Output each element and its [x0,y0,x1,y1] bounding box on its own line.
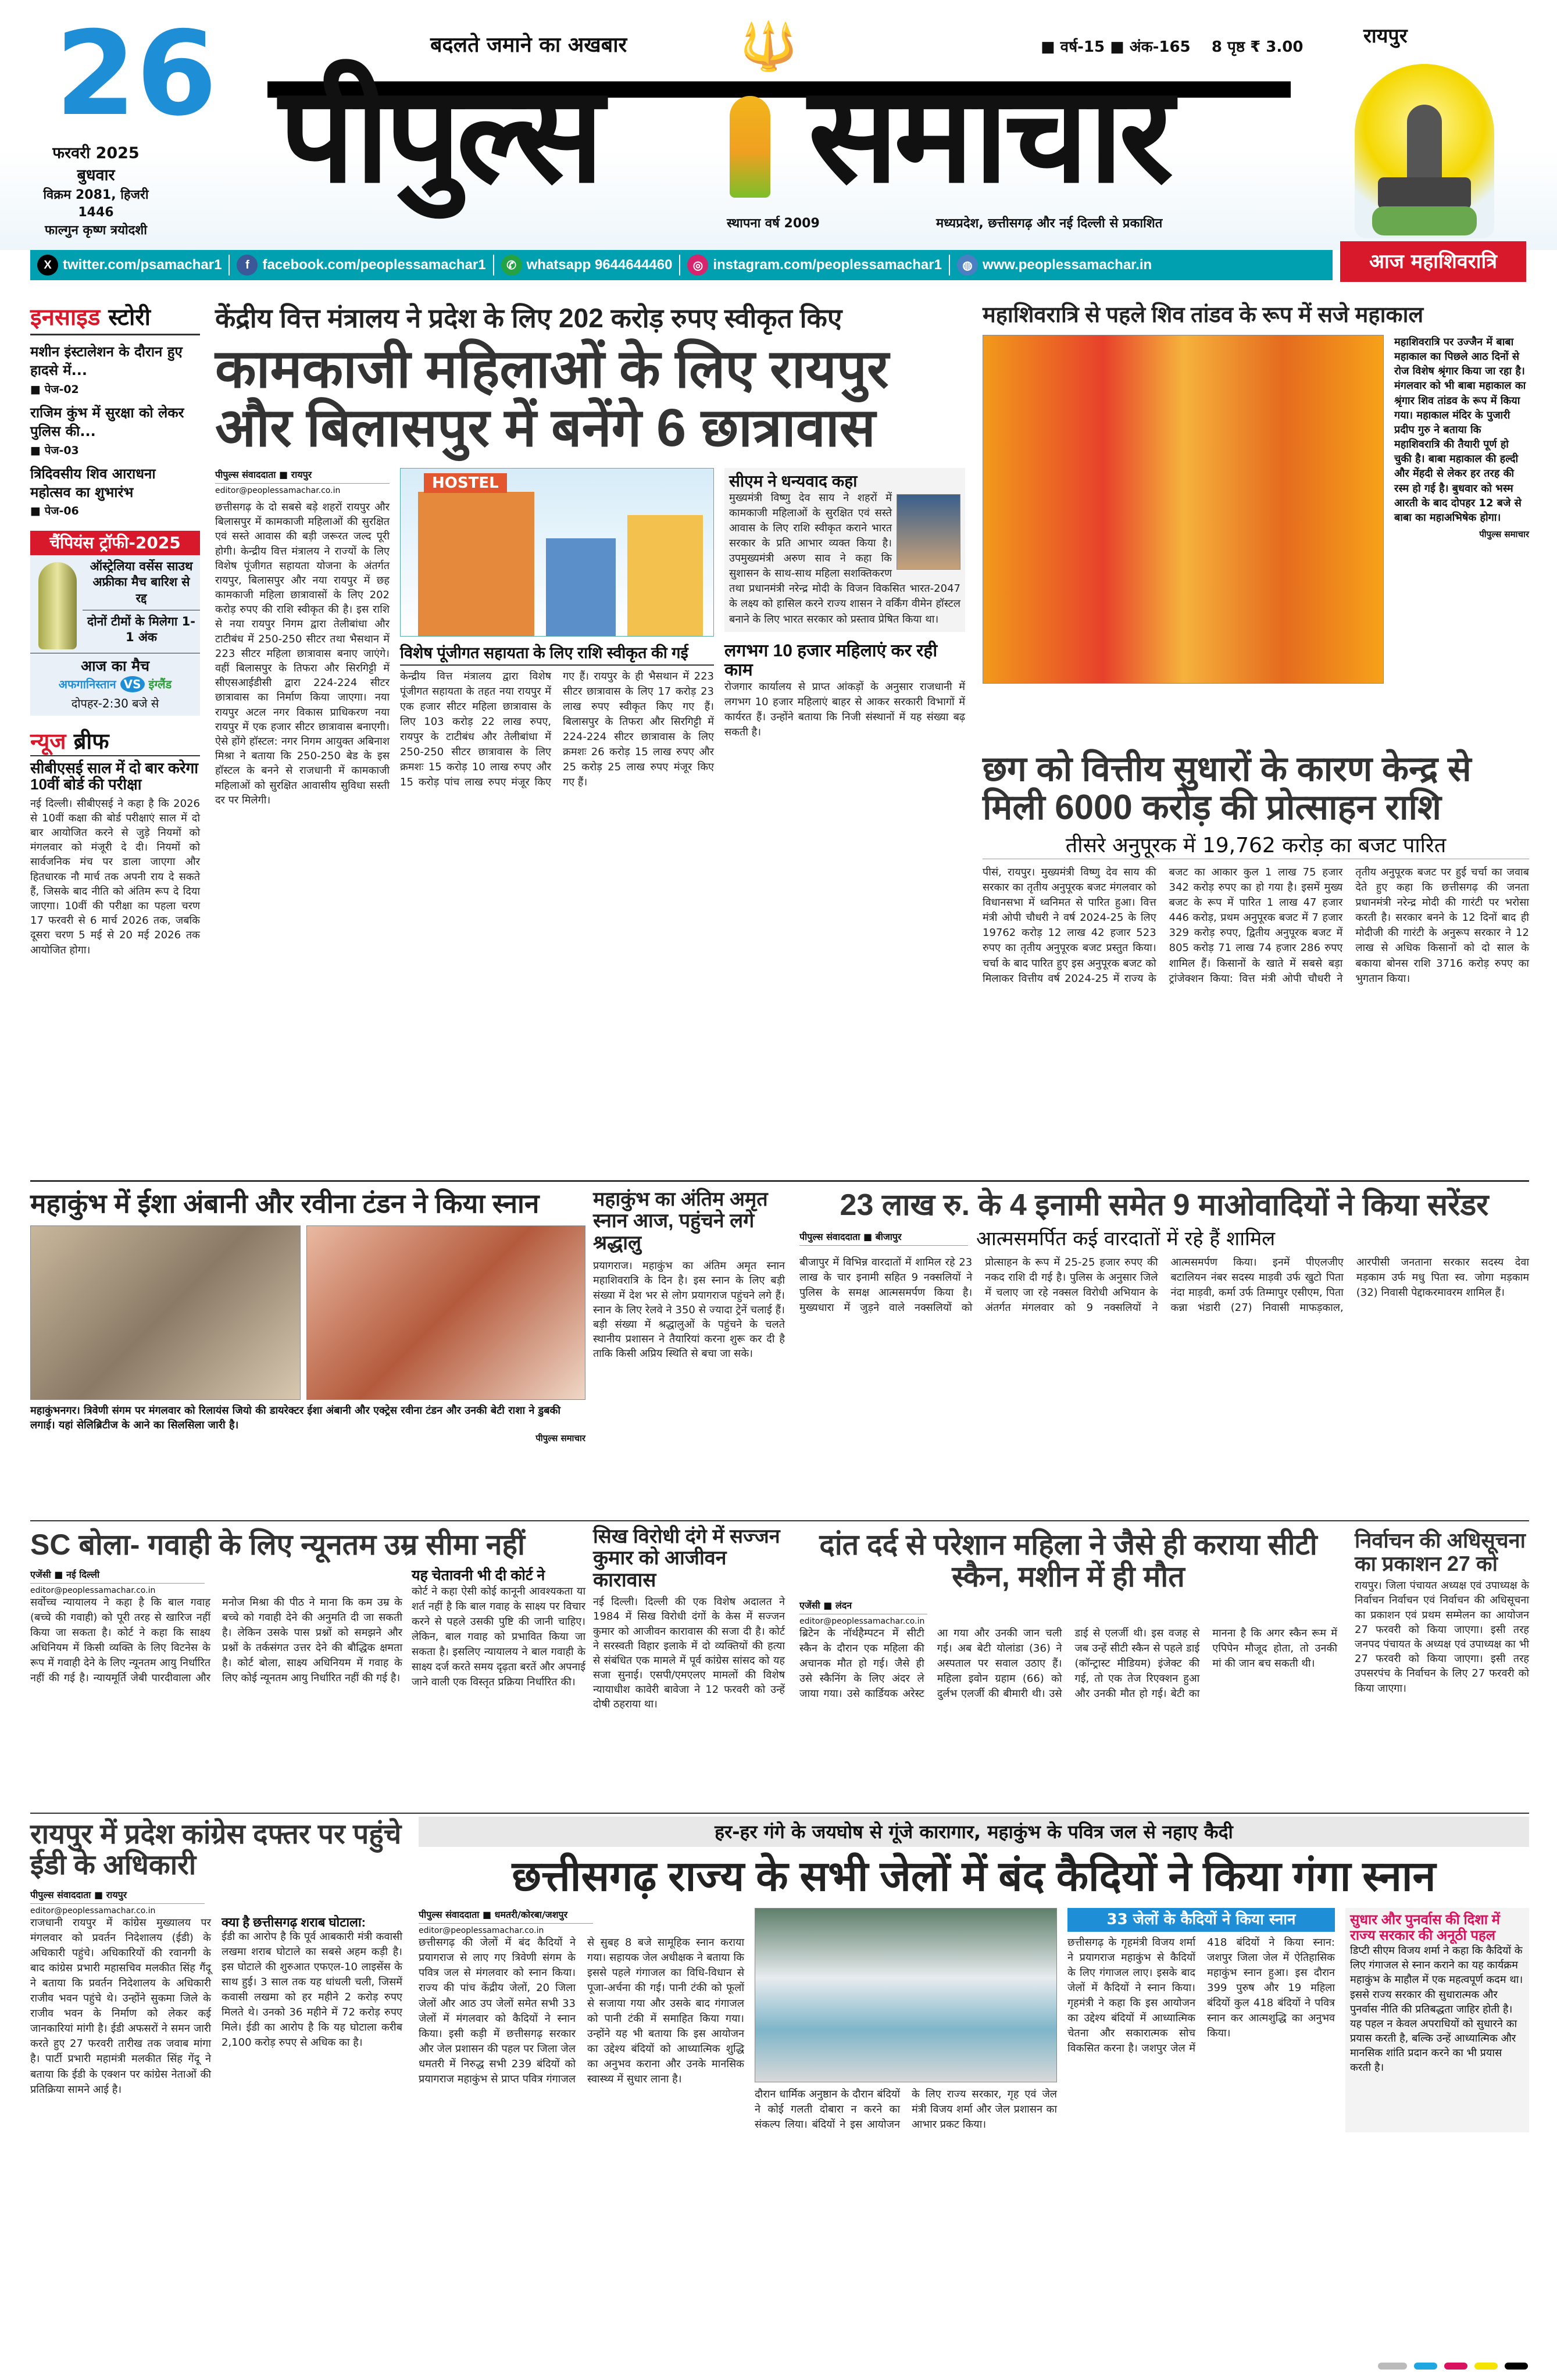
kumbh-final-body: प्रयागराज। महाकुंभ का अंतिम अमृत स्नान महाशिवरात्रि के दिन है। इस स्नान के लिए बड़ी संख्या में देश भर से लोग प्रयागराज पहुंचने लगे हैं। स्नान के लिए रेलवे ने 350 से ज्यादा ट्रेनें चलाई हैं। बड़ी संख्या में श्रद्धालुओं के पहुंचने के चलते स्थानीय प्रशासन ने तैयारियां करना शुरू कर दी है ताकि किसी अप्रिय स्थिति से बचा जा सके। [593,1260,785,1360]
jail-body-continued: दौरान धार्मिक अनुष्ठान के दौरान बंदियों ने कोई गलती दोबारा न करने का संकल्प लिया। बंदियों ने इस आयोजन के लिए राज्य सरकार, गृह एवं जेल मंत्री विजय शर्मा और जेल प्रशासन का आभार प्रकट किया। [755,2088,1057,2131]
naxal-body: बीजापुर में विभिन्न वारदातों में शामिल रहे 23 लाख के चार इनामी सहित 9 नक्सलियों ने पुलिस के समक्ष आत्मसमर्पण किया है। मुख्यधारा में जुड़ने वाले नक्सलियों को प्रोत्साहन के रूप में 25-25 हजार रुपए की नकद राशि दी गई है। पुलिस के अनुसार जिले में चलाए जा रहे नक्सल विरोधी अभियान के अंतर्गत मंगलवार को 9 नक्सलियों ने आत्मसमर्पण किया। इनमें पीएलजीए बटालियन नंबर सदस्य माड़वी उर्फ खुटो पिता नंदा माड़वी, कर्मा उर्फ तिम्मापुर एसीएम, पिता कन्ना भंडारी (27) निवासी माफड़काल, आरपीसी जनताना सरकार सदस्य देवा मड़काम उर्फ मधु पिता स्व. जोगा मड़काम (32) निवासी पेद्दाकरमावरम शामिल हैं। [799,1256,1529,1314]
founded: स्थापना वर्ष 2009 [727,216,820,231]
dental-byline: एजेंसी ■ लंदन [799,1599,927,1614]
lead-byline: पीपुल्स संवाददाता ■ रायपुर [215,468,390,484]
inside-item[interactable]: त्रिदिवसीय शिव आराधना महोत्सव का शुभारंभ ■ पेज-06 [30,465,156,518]
finance-story [983,750,1529,987]
inside-item[interactable]: राजिम कुंभ में सुरक्षा को लेकर पुलिस की... ■ पेज-03 [30,404,184,457]
inside-title-red: इनसाइड [30,304,101,331]
cm-thanks-box [724,468,965,632]
shivling-icon [1355,64,1494,238]
kumbh-celeb-headline: महाकुंभ में ईशा अंबानी और रवीना टंडन ने किया स्नान [30,1188,540,1218]
box-title: विशेष पूंजीगत सहायता के लिए राशि स्वीकृत की गई [400,645,714,666]
reform-body: डिप्टी सीएम विजय शर्मा ने कहा कि कैदियों के लिए गंगाजल से स्नान कराने का यह कार्यक्रम महाकुंभ के माहौल में एक महत्वपूर्ण कदम था। इससे राज्य सरकार की सुधारात्मक और पुनर्वास नीति की प्रतिबद्धता जाहिर होती है। यह पहल न केवल अपराधियों को सुधारने का प्रयास करती है, बल्कि उन्हें आध्यात्मिक और मानसिक शांति प्रदान करने का भी प्रयास करती है। [1350,1944,1523,2074]
sc-headline: SC बोला- गवाही के लिए न्यूनतम उम्र सीमा नहीं [30,1528,525,1561]
dental-email: editor@peoplessamachar.co.in [799,1617,925,1626]
social-bar [30,250,1333,280]
weekday: बुधवार [77,166,115,184]
facebook-icon: f [237,255,258,276]
month-year: फरवरी 2025 [52,144,140,162]
social-instagram[interactable] [680,255,950,276]
sc-story [30,1529,585,1690]
divider [30,1180,1529,1182]
mahakal-headline: महाशिवरात्रि से पहले शिव तांडव के रूप में सजे महाकाल [983,303,1424,327]
cm-title: सीएम ने धन्यवाद कहा [729,471,858,490]
social-whatsapp[interactable] [494,255,681,276]
naxal-subhead: आत्मसमर्पित कई वारदातों में रहे हैं शामिल [976,1227,1276,1251]
date-block [23,142,169,240]
mahashivratri-badge: आज महाशिवरात्रि [1340,241,1526,282]
match-result: ऑस्ट्रेलिया वर्सेस साउथ अफ्रीका मैच बारिश से रद्द [83,555,200,610]
jail-byline: पीपुल्स संवाददाता ■ धमतरी/कोरबा/जशपुर [419,1908,593,1924]
sub-body: रोजगार कार्यालय से प्राप्त आंकड़ों के अनुसार राजधानी में लगभग 10 हजार महिलाएं बाहर से आकर सरकारी विभागों में कार्यरत हैं। उन्होंने बताया कि निजी संस्थानों में यह संख्या बढ़ सकती है। [724,680,965,738]
date-day: 26 [55,6,217,142]
logo-title-right: समाचार [808,58,1169,213]
mahakal-caption: महाशिवरात्रि पर उज्जैन में बाबा महाकाल का पिछले आठ दिनों से रोज विशेष श्रृंगार किया जा रहा है। मंगलवार को भी बाबा महाकाल का श्रृंगार शिव तांडव के रूप में किया गया। महाकाल मंदिर के पुजारी प्रदीप गुरु ने बताया कि महाशिवरात्रि की तैयारी पूर्ण हो चुकी है। बाबा महाकाल की हल्दी और मेंहदी से लेकर हर तरह की रस्म हो गई है। बुधवार को भस्म आरती के बाद दोपहर 12 बजे से बाबा का महाअभिषेक होगा। [1394,335,1526,524]
lead-kicker: केंद्रीय वित्त मंत्रालय ने प्रदेश के लिए 202 करोड़ रुपए स्वीकृत किए [215,303,842,333]
finance-headline: छग को वित्तीय सुधारों के कारण केन्द्र से मिली 6000 करोड़ की प्रोत्साहन राशि [983,749,1472,827]
logo-emblem [730,96,770,198]
globe-icon: ◍ [957,255,978,276]
cricket-title: चैंपियंस ट्रॉफी-2025 [30,531,200,555]
cm-body: मुख्यमंत्री विष्णु देव साय ने शहरों में कामकाजी महिलाओं के सुरक्षित एवं सस्ते आवास के लिए राशि स्वीकृत कराने भारत सरकार के प्रति आभार व्यक्त किया है। उपमुख्यमंत्री अरुण साव ने कहा कि सुशासन के साथ-साथ महिला सशक्तिकरण तथा प्रधानमंत्री नरेन्द्र मोदी के विजन विकसित भारत-2047 के लक्ष्य को हासिल करने राज्य शासन ने वर्किंग वीमेन हॉस्टल बनाने के लिए भारत सरकार को प्रस्ताव प्रेषित किया था। [729,491,960,626]
vikram-date: विक्रम 2081, हिजरी 1446 [43,187,149,220]
prisoners-bathing-photo [755,1908,1057,2082]
naxal-surrender-story [799,1189,1529,1316]
masthead [0,0,1557,250]
social-label: instagram.com/peoplessamachar1 [713,257,942,273]
brief-title-black: ब्रीफ [73,728,109,754]
kumbh-celebrity-story [30,1189,585,1444]
hostel-sign: HOSTEL [424,473,507,493]
cm-photo [897,494,960,570]
tagline: बदलते जमाने का अखबार [430,33,627,57]
vs-icon: VS [120,676,145,692]
election-body: रायपुर। जिला पंचायत अध्यक्ष एवं उपाध्यक्ष के निर्वाचन निर्वाचन एवं निर्वाचन की अधिसूचना का प्रकाशन एवं प्रथम सम्मेलन का आयोजन 27 फरवरी को किया जाएगा। इसी तरह जनपद पंचायत के अध्यक्ष एवं उपाध्यक्ष का भी 27 फरवरी को किया जाएगा। इसी तरह उपसरपंच के निर्वाचन के लिए 27 फरवरी को किया जाएगा। [1355,1579,1529,1695]
today-match: आज का मैच [30,653,200,676]
sc-byline: एजेंसी ■ नई दिल्ली [30,1568,205,1584]
jail-ganga-story [419,1817,1529,2132]
jail-kicker: हर-हर गंगे के जयघोष से गूंजे कारागार, महाकुंभ के पवित्र जल से नहाए कैदी [419,1817,1529,1847]
photo-credit: पीपुल्स समाचार [1479,529,1529,540]
trophy-icon [38,562,77,649]
kumbh-final-headline: महाकुंभ का अंतिम अमृत स्नान आज, पहुंचने लगे श्रद्धालु [593,1188,768,1254]
whatsapp-icon: ✆ [501,255,522,276]
finance-body: पीसं, रायपुर। मुख्यमंत्री विष्णु देव साय की सरकार का तृतीय अनुपूरक बजट मंगलवार को विधानसभा में ध्वनिमत से पारित हुआ। वित्त मंत्री ओपी चौधरी ने वर्ष 2024-25 के लिए 19762 करोड़ 12 लाख 42 हजार 523 रुपए का तृतीय अनुपूरक बजट प्रस्तुत किया। चर्चा के बाद पारित हुए इस अनुपूरक बजट को मिलाकर वित्तीय वर्ष 2024-25 में राज्य के बजट का आकार कुल 1 लाख 75 हजार 342 करोड़ रुपए का हो गया है। इसमें मुख्य बजट के रूप में पारित 1 लाख 47 हजार 446 करोड़, प्रथम अनुपूरक बजट में 7 हजार 329 करोड़ रुपए, द्वितीय अनुपूरक बजट में 805 करोड़ 71 लाख 74 हजार 286 रुपए शामिल हैं। किसानों के खाते में सबसे बड़ा ट्रांजेक्शन किया: वित्त मंत्री ओपी चौधरी ने तृतीय अनुपूरक बजट पर हुई चर्चा का जवाब देते हुए कहा कि छत्तीसगढ़ की जनता प्रधानमंत्री नरेन्द्र मोदी की गारंटी पर भरोसा करती है। सरकार बनने के 12 दिनों बाद ही मोदीजी की गारंटी के अनुरूप सरकार ने 12 लाख से अधिक किसानों को दो साल के बकाया बोनस राशि 3716 करोड़ रुपए का भुगतान किया। [983,866,1529,985]
brief-headline: सीबीएसई साल में दो बार करेगा 10वीं बोर्ड की परीक्षा [30,759,198,794]
photo-box-title: 33 जेलों के कैदियों ने किया स्नान [1067,1908,1335,1932]
ed-congress-story [30,1820,402,2097]
social-website[interactable] [950,255,1159,276]
sikh-riots-story [593,1526,785,1712]
isha-ambani-photo [30,1225,301,1400]
sc-email: editor@peoplessamachar.co.in [30,1586,156,1595]
dental-headline: दांत दर्द से परेशान महिला ने जैसे ही कराया सीटी स्कैन, मशीन में ही मौत [819,1528,1317,1593]
match-time: दोपहर-2:30 बजे से [71,696,159,710]
lead-body: छत्तीसगढ़ के दो सबसे बड़े शहरों रायपुर और बिलासपुर में कामकाजी महिलाओं की सुरक्षित एवं सस्ते आवास की बड़ी जरूरत जल्द पूरी होगी। केन्द्रीय वित्त मंत्रालय ने राज्यों के लिए विशेष पूंजीगत सहायता योजना के अंतर्गत रायपुर, बिलासपुर और नया रायपुर में छह कामकाजी महिला छात्रावासों के लिए 202 करोड़ रुपए की राशि स्वीकृत की है। इस राशि से नया रायपुर निगम द्वारा तेलीबांधा और टाटीबंध में 250-250 सीटर तथा भैसथान में 223 सीटर महिला छात्रावास बनाए जाएंगे। वहीं बिलासपुर के तिफरा और सिरगिट्टी में सीएसआईडीसी द्वारा 224-224 सीटर छात्रावास का निर्माण किया जाएगा। नया रायपुर अटल नगर विकास प्राधिकरण नया रायपुर में एक हजार सीटर छात्रावास बनाएगी। ऐसे होंगे हॉस्टल: नगर निगम आयुक्त अबिनाश मिश्रा ने बताया कि 250-250 बेड के इस हॉस्टल के बनने से राजधानी में कामकाजी महिलाओं को सुरक्षित आवासीय सुविधा सस्ती दर पर मिलेगी। [215,501,390,806]
naxal-byline: पीपुल्स संवाददाता ■ बीजापुर [799,1230,968,1246]
instagram-icon: ◎ [687,255,708,276]
brief-title-red: न्यूज [30,728,66,754]
logo-title-left: पीपुल्स [279,58,599,213]
inside-title-black: स्टोरी [108,304,151,331]
election-story [1355,1529,1529,1696]
social-facebook[interactable] [230,255,494,276]
tithi: फाल्गुन कृष्ण त्रयोदशी [45,223,147,238]
dental-body: ब्रिटेन के नॉर्थहैम्पटन में सीटी स्कैन के दौरान एक महिला की अचानक मौत हो गई। जैसे ही उसे स्कैनिंग के लिए अंदर ले जाया गया। उसे कार्डियक अरेस्ट आ गया और उनकी जान चली गई। अब बेटी योलांडा (36) ने अस्पताल पर सवाल उठाए हैं। महिला इवोन ग्रहाम (66) को दुर्लभ एलर्जी की बीमारी थी। उसे डाई से एलर्जी थी। इस वजह से जब उन्हें सीटी स्कैन से पहले डाई (कॉन्ट्रास्ट मीडियम) इंजेक्ट की गई, तो एक तेज रिएक्शन हुआ और उनकी मौत हो गई। बेटी का मानना है कि अगर स्कैन रूम में एपिपेन मौजूद होता, तो उनकी मां की जान बच सकती थी। [799,1627,1337,1700]
finance-subhead: तीसरे अनुपूरक में 19,762 करोड़ का बजट पारित [983,832,1529,859]
photo-box-body: छत्तीसगढ़ के गृहमंत्री विजय शर्मा ने प्रयागराज महाकुंभ से कैदियों के लिए गंगाजल लाए। इसके बाद जेलों में कैदियों ने स्नान किया। गृहमंत्री ने कहा कि इस आयोजन का उद्देश्य बंदियों में आध्यात्मिक चेतना और सकारात्मक सोच विकसित करना है। जशपुर जेल में 418 बंदियों ने किया स्नान: जशपुर जिला जेल में ऐतिहासिक महाकुंभ स्नान हुआ। इस दौरान 399 पुरुष और 19 महिला बंदियों कुल 418 बंदियों ने पवित्र स्नान कर आत्मशुद्धि का अनुभव किया। [1067,1936,1335,2055]
ed-byline: पीपुल्स संवाददाता ■ रायपुर [30,1888,205,1904]
jail-body: छत्तीसगढ़ की जेलों में बंद कैदियों ने प्रयागराज से लाए गए त्रिवेणी संगम के पवित्र जल से मंगलवार को स्नान किया। राज्य की पांच केंद्रीय जेलों, 20 जिला जेलों और आठ उप जेलों समेत सभी 33 जेलों में मंगलवार को कैदियों ने स्नान किया। इसी कड़ी में छत्तीसगढ़ सरकार और जेल प्रशासन की पहल पर जिला जेल धमतरी में निरुद्ध सभी 239 बंदियों को प्रयागराज महाकुंभ से प्राप्त पवित्र गंगाजल से सुबह 8 बजे सामूहिक स्नान कराया गया। सहायक जेल अधीक्षक ने बताया कि इससे पहले गंगाजल का विधि-विधान से पूजा-अर्चना की गई। पानी टंकी को फूलों से सजाया गया और उसके बाद गंगाजल को पानी टंकी में समाहित किया गया। उन्होंने यह भी बताया कि इस आयोजन का उद्देश्य बंदियों को आध्यात्मिक शुद्धि का अनुभव कराना और उनके मानसिक स्वास्थ्य में सुधार लाना है। [419,1936,744,2086]
edition: रायपुर [1363,24,1408,48]
left-sidebar [30,303,200,957]
naxal-headline: 23 लाख रु. के 4 इनामी समेत 9 माओवादियों ने किया सरेंडर [840,1188,1489,1222]
sikh-body: नई दिल्ली। दिल्ली की एक विशेष अदालत ने 1984 में सिख विरोधी दंगों के केस में सज्जन कुमार को आजीवन कारावास की सजा दी है। कोर्ट ने सरस्वती विहार इलाके में दो व्यक्तियों की हत्या से संबंधित एक मामले में पूर्व कांग्रेस सांसद को यह सजा सुनाई। एसपी/एमएलए मामलों की विशेष न्यायाधीश कावेरी बावेजा ने 12 फरवरी को उन्हें दोषी ठहराया था। [593,1596,785,1711]
social-label: whatsapp 9644644460 [526,257,673,273]
election-headline: निर्वाचन की अधिसूचना का प्रकाशन 27 को [1355,1528,1526,1575]
ed-headline: रायपुर में प्रदेश कांग्रेस दफ्तर पर पहुंचे ईडी के अधिकारी [30,1819,402,1881]
women-employment [724,641,965,740]
lead-email: editor@peoplessamachar.co.in [215,485,341,495]
box-body: केन्द्रीय वित्त मंत्रालय द्वारा विशेष पूंजीगत सहायता के तहत नया रायपुर में एक हजार सीटर महिला छात्रावास के लिए 103 करोड़ 22 लाख रुपए, रायपुर के टाटीबंध और तेलीबांधा में 250-250 सीटर छात्रावास के लिए क्रमशः 15 करोड़ 10 लाख रुपए और 15 करोड़ पांच लाख रुपए मंजूर किए गए हैं। रायपुर के ही भैसथान में 223 सीटर छात्रावास के लिए 17 करोड़ 23 लाख रुपए स्वीकृत किए गए हैं। बिलासपुर के तिफरा और सिरगिट्टी में 224-224 सीटर छात्रावास के लिए क्रमशः 26 करोड़ 15 लाख रुपए और 25 करोड़ 25 लाख रुपए मंजूर किए गए हैं। [400,670,714,789]
ed-email: editor@peoplessamachar.co.in [30,1906,156,1916]
ed-box-title: क्या है छत्तीसगढ़ शराब घोटाला: [222,1914,366,1929]
social-label: twitter.com/psamachar1 [63,257,222,273]
sc-box-body: कोर्ट ने कहा ऐसी कोई कानूनी आवश्यकता या शर्त नहीं है कि बाल गवाह के साक्ष्य पर विचार करने से पहले उसकी पुष्टि की जानी चाहिए। लेकिन, बाल गवाह को प्रभावित किया जा सकता है। इसलिए न्यायालय ने बाल गवाही के साक्ष्य दर्ज करते समय दृढ़ता बरतें और अपनाई जाने वाली एक विस्तृत प्रक्रिया निर्धारित की। [412,1585,585,1689]
issue-info: ■ वर्ष-15 ■ अंक-165 8 पृष्ठ ₹ 3.00 [1041,38,1304,56]
inside-item[interactable]: मशीन इंस्टालेशन के दौरान हुए हादसे में... ■ पेज-02 [30,344,183,396]
jail-headline: छत्तीसगढ़ राज्य के सभी जेलों में बंद कैदियों ने किया गंगा स्नान [512,1853,1436,1900]
sc-body: सर्वोच्च न्यायालय ने कहा है कि बाल गवाह (बच्चे की गवाही) को पूरी तरह से खारिज नहीं किया जा सकता है। कोर्ट ने कहा कि साक्ष्य अधिनियम में किसी व्यक्ति के लिए विटनेस के रूप में गवाही देने के लिए न्यूनतम आयु निर्धारित नहीं की गई है। न्यायमूर्ति जेबी पारदीवाला और मनोज मिश्रा की पीठ ने माना कि कम उम्र के बच्चे को गवाही देने की अनुमति दी जा सकती है। लेकिन उसके पास प्रश्नों को समझने और प्रश्नों के तर्कसंगत उत्तर देने की बौद्धिक क्षमता है। कोर्ट बोला, साक्ष्य अधिनियम में गवाह के लिए कोई न्यूनतम आयु निर्धारित नहीं की गई है। [30,1596,402,1685]
team-1: अफगानिस्तान [58,677,116,691]
hostel-illustration [400,468,714,637]
divider [30,1813,1529,1814]
ed-box-body: ईडी का आरोप है कि पूर्व आबकारी मंत्री कवासी लखमा शराब घोटाले का सबसे अहम कड़ी है। इस घोटाले की शुरुआत एफएल-10 लाइसेंस के साथ हुई। 3 साल तक यह धांधली चली, जिसमें कवासी लखमा को हर महीने 2 करोड़ रुपए मिलते थे। उनको 36 महीने में 72 करोड़ रुपए मिले। ईडी का आरोप है कि यह घोटाला करीब 2,100 करोड़ रुपए से अधिक का है। [222,1930,402,2049]
ed-body: राजधानी रायपुर में कांग्रेस मुख्यालय पर मंगलवार को प्रवर्तन निदेशालय (ईडी) के अधिकारी पहुंचे। अधिकारियों की रवानगी के बाद कांग्रेस प्रभारी महासचिव मलकीत सिंह गैंदू ने बताया कि प्रवर्तन निदेशालय के अधिकारी राजीव भवन पहुंचे थे। उन्होंने सुकमा जिले के राजीव भवन के निर्माण को लेकर कई जानकारियां मांगी है। ईडी अफसरों ने समन जारी करते हुए 27 फरवरी तारीख तक जवाब मांगा है। पार्टी प्रभारी महामंत्री मलकीत सिंह गेंदू ने बताया कि ईडी के एक्शन पर कांग्रेस नेताओं की प्रतिक्रिया सामने आई है। [30,1916,211,2096]
sub-title: लगभग 10 हजार महिलाएं कर रही काम [724,641,938,680]
color-registration-marks [1378,2363,1528,2370]
x-icon: X [37,255,58,276]
photo-credit: पीपुल्स समाचार [535,1432,585,1443]
divider [30,1520,1529,1521]
social-twitter[interactable] [30,255,230,276]
team-2: इंग्लैंड [148,677,172,691]
social-label: facebook.com/peoplessamachar1 [262,257,486,273]
kumbh-final-story [593,1189,785,1361]
brief-body: नई दिल्ली। सीबीएसई ने कहा है कि 2026 से 10वीं कक्षा की बोर्ड परीक्षाएं साल में दो बार आयोजित करने से जुड़े नियमों को मंगलवार को मंजूरी दे दी। नियमों को सार्वजनिक मंच पर डाला जाएगा और हितधारक नौ मार्च तक अपनी राय दे सकते हैं, जिसके बाद नीति को अंतिम रूप दे दिया जाएगा। 10वीं की परीक्षा का पहला चरण 17 फरवरी से 6 मार्च 2026 तक, जबकि दूसरा चरण 5 मई से 20 मई 2026 तक आयोजित होगा। [30,797,200,956]
inside-story [30,303,200,518]
lead-headline: कामकाजी महिलाओं के लिए रायपुर और बिलासपुर में बनेंगे 6 छात्रावास [215,339,889,458]
match-points: दोनों टीमों के मिलेगा 1-1 अंक [87,614,195,645]
sikh-headline: सिख विरोधी दंगे में सज्जन कुमार को आजीवन कारावास [593,1525,780,1591]
mahakal-story [983,303,1529,684]
reform-title: सुधार और पुनर्वास की दिशा में राज्य सरकार की अनूठी पहल [1350,1912,1500,1943]
published-from: मध्यप्रदेश, छत्तीसगढ़ और नई दिल्ली से प्रकाशित [936,216,1163,231]
raveena-tandon-photo [306,1225,585,1400]
social-label: www.peoplessamachar.in [982,257,1152,273]
lead-story [215,303,965,807]
jail-email: editor@peoplessamachar.co.in [419,1926,544,1936]
news-brief [30,728,200,957]
mahakal-photo [983,335,1384,684]
trident-icon: 🔱 [740,19,798,73]
sc-box-title: यह चेतावनी भी दी कोर्ट ने [412,1567,545,1584]
capital-assistance-box [400,645,714,790]
kumbh-caption: महाकुंभनगर। त्रिवेणी संगम पर मंगलवार को रिलायंस जियो की डायरेक्टर ईशा अंबानी और एक्ट्रेस रवीना टंडन और उनकी बेटी राशा ने डुबकी लगाई। यहां सेलिब्रिटीज के आने का सिलसिला जारी है। [30,1404,561,1431]
dental-ct-story [799,1529,1337,1702]
cricket-box [30,531,200,716]
